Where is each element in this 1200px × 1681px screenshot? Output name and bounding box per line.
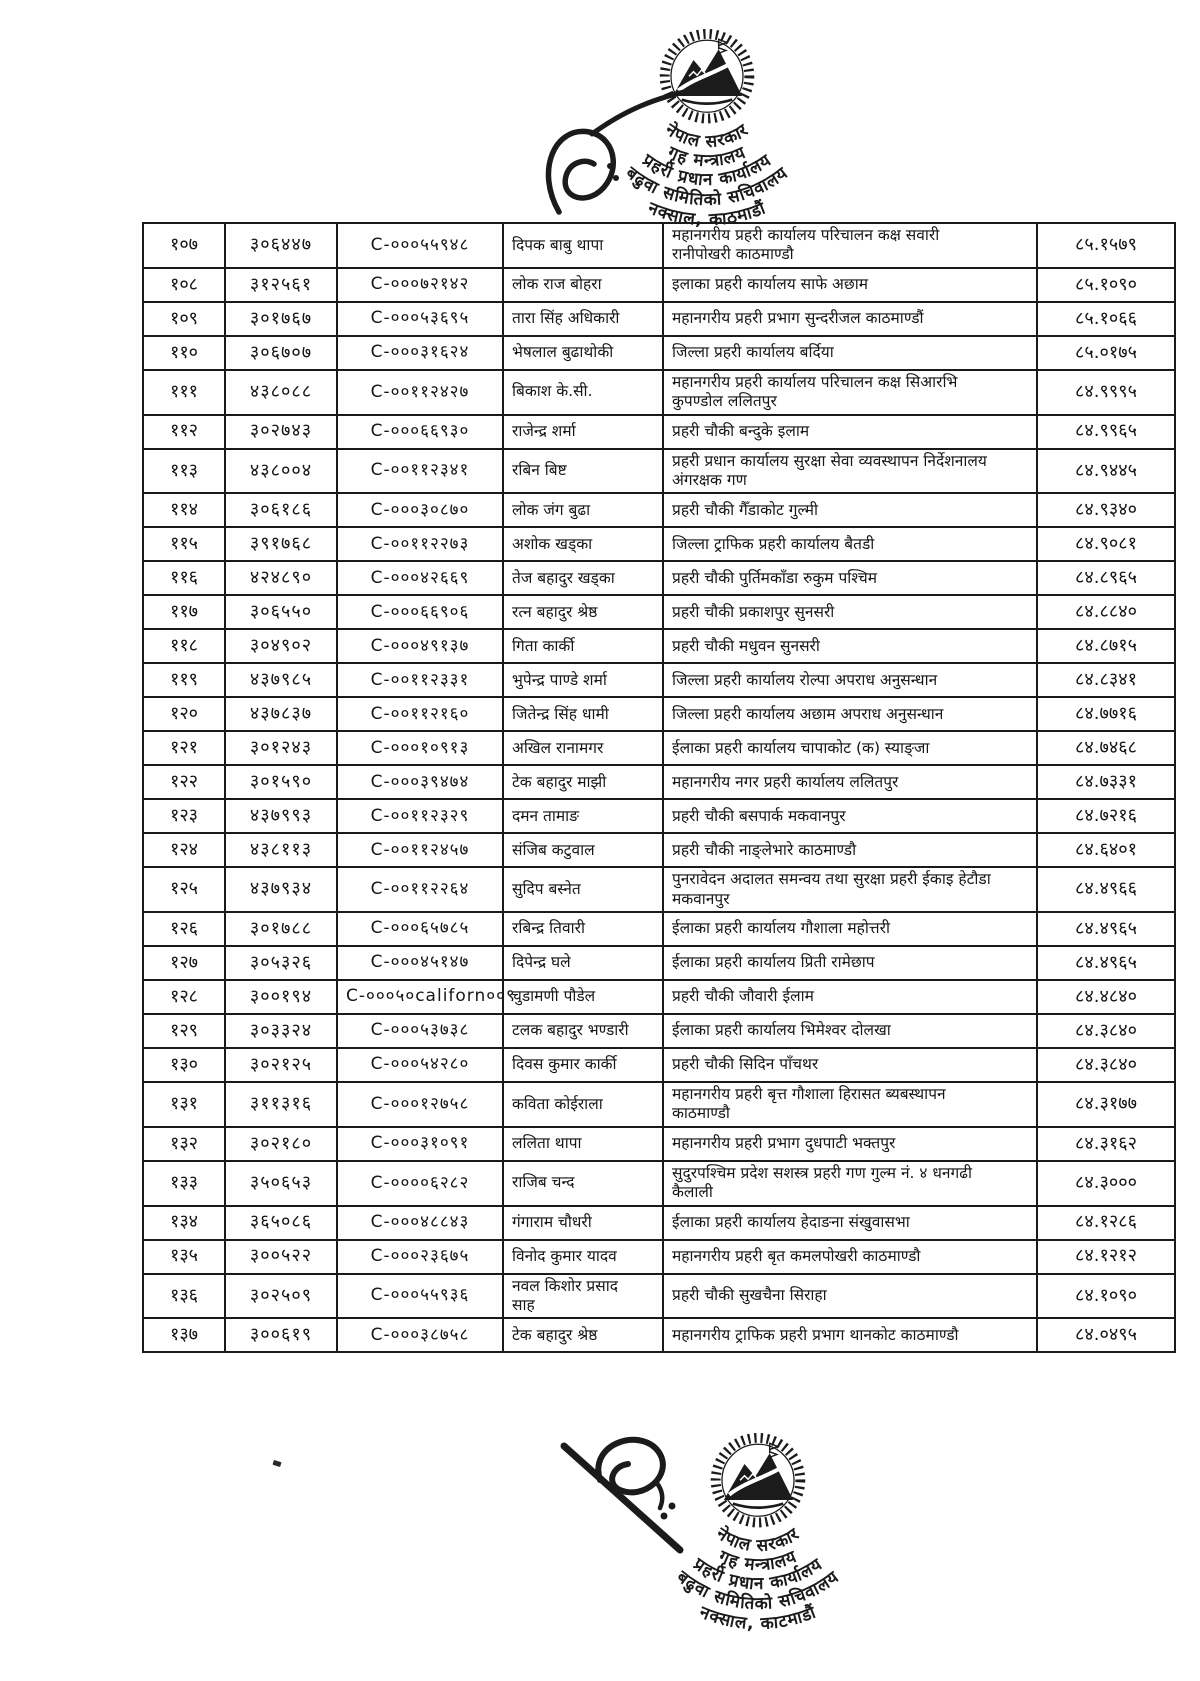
score-cell: ८४.१०९० (1037, 1274, 1175, 1319)
score-cell: ८४.८३४१ (1037, 663, 1175, 697)
code-number-cell: C-०००४२६६९ (337, 561, 503, 595)
table-row (143, 561, 1175, 595)
serial-number-cell: ११७ (143, 595, 225, 629)
seal-arc-text (621, 119, 792, 231)
serial-number-cell: १०८ (143, 268, 225, 302)
signature-icon (564, 1440, 680, 1550)
name-cell: चुडामणी पौडेल (503, 980, 663, 1014)
office-cell: प्रहरी चौकी सुखचैना सिराहा (663, 1274, 1037, 1319)
serial-number-cell: १०७ (143, 223, 225, 268)
name-cell: लोक राज बोहरा (503, 268, 663, 302)
serial-number-cell: १०९ (143, 302, 225, 336)
code-number-cell: C-०००५५९३६ (337, 1274, 503, 1319)
code-number-cell: C-००११२३२९ (337, 799, 503, 833)
table-row (143, 1014, 1175, 1048)
code-number-cell: C-०००५०californ००९ (337, 980, 503, 1014)
name-cell: टेक बहादुर माझी (503, 765, 663, 799)
office-cell: महानगरीय प्रहरी बृत कमलपोखरी काठमाण्डौ (663, 1240, 1037, 1274)
table-row (143, 980, 1175, 1014)
code-number-cell: C-००११२१६० (337, 697, 503, 731)
office-cell: प्रहरी चौकी जौवारी ईलाम (663, 980, 1037, 1014)
name-cell: रबिन्द्र तिवारी (503, 912, 663, 946)
name-cell: कविता कोईराला (503, 1082, 663, 1127)
office-cell: इलाका प्रहरी कार्यालय साफे अछाम (663, 268, 1037, 302)
police-number-cell: ३०२५०९ (225, 1274, 337, 1319)
svg-text:नक्साल, काठमाडौं: नक्साल, काठमाडौं (644, 198, 770, 231)
office-cell: महानगरीय प्रहरी प्रभाग दुधपाटी भक्तपुर (663, 1127, 1037, 1161)
table-row (143, 370, 1175, 415)
code-number-cell: C-०००३८७५८ (337, 1318, 503, 1352)
svg-text:बढुवा समितिको सचिवालय: बढुवा समितिको सचिवालय (672, 1567, 844, 1615)
svg-text:प्रहरी प्रधान कार्यालय: प्रहरी प्रधान कार्यालय (638, 150, 776, 191)
police-number-cell: ३०६४४७ (225, 223, 337, 268)
police-number-cell: ४३८११३ (225, 833, 337, 867)
office-cell: प्रहरी चौकी गैँडाकोट गुल्मी (663, 493, 1037, 527)
table-row (143, 1206, 1175, 1240)
table-row (143, 1127, 1175, 1161)
police-number-cell: ३०२१२५ (225, 1048, 337, 1082)
name-cell: जितेन्द्र सिंह धामी (503, 697, 663, 731)
code-number-cell: C-०००५३७३८ (337, 1014, 503, 1048)
name-cell: अशोक खड्का (503, 527, 663, 561)
police-number-cell: ३०१५९० (225, 765, 337, 799)
office-cell: जिल्ला ट्राफिक प्रहरी कार्यालय बैतडी (663, 527, 1037, 561)
police-number-cell: ४३७९३४ (225, 867, 337, 912)
code-number-cell: C-०००४८८४३ (337, 1206, 503, 1240)
table-row (143, 1240, 1175, 1274)
office-cell: प्रहरी चौकी बसपार्क मकवानपुर (663, 799, 1037, 833)
office-cell: ईलाका प्रहरी कार्यालय प्रिती रामेछाप (663, 946, 1037, 980)
score-cell: ८४.६४०१ (1037, 833, 1175, 867)
serial-number-cell: १२० (143, 697, 225, 731)
score-cell: ८४.०४९५ (1037, 1318, 1175, 1352)
score-cell: ८४.३१७७ (1037, 1082, 1175, 1127)
score-cell: ८४.३८४० (1037, 1048, 1175, 1082)
office-cell: महानगरीय प्रहरी कार्यालय परिचालन कक्ष सवारी रानीपोखरी काठमाण्डौ (663, 223, 1037, 268)
code-number-cell: C-०००२३६७५ (337, 1240, 503, 1274)
table-row (143, 765, 1175, 799)
name-cell: टलक बहादुर भण्डारी (503, 1014, 663, 1048)
name-cell: विनोद कुमार यादव (503, 1240, 663, 1274)
score-cell: ८५.१०६६ (1037, 302, 1175, 336)
code-number-cell: C-००००६२८२ (337, 1161, 503, 1206)
score-cell: ८४.९९६५ (1037, 415, 1175, 449)
name-cell: दिवस कुमार कार्की (503, 1048, 663, 1082)
name-cell: सुदिप बस्नेत (503, 867, 663, 912)
serial-number-cell: १३० (143, 1048, 225, 1082)
serial-number-cell: १३४ (143, 1206, 225, 1240)
serial-number-cell: १३७ (143, 1318, 225, 1352)
office-cell: जिल्ला प्रहरी कार्यालय बर्दिया (663, 336, 1037, 370)
serial-number-cell: १११ (143, 370, 225, 415)
office-cell: प्रहरी चौकी बन्दुके इलाम (663, 415, 1037, 449)
name-cell: अखिल रानामगर (503, 731, 663, 765)
serial-number-cell: १३५ (143, 1240, 225, 1274)
police-number-cell: ३१२५६१ (225, 268, 337, 302)
table-row (143, 493, 1175, 527)
nepal-emblem-icon (716, 1438, 801, 1523)
code-number-cell: C-००११२४२७ (337, 370, 503, 415)
code-number-cell: C-०००३९४७४ (337, 765, 503, 799)
office-cell: ईलाका प्रहरी कार्यालय भिमेश्वर दोलखा (663, 1014, 1037, 1048)
score-cell: ८४.९४४५ (1037, 449, 1175, 494)
score-cell: ८५.०१७५ (1037, 336, 1175, 370)
code-number-cell: C-००११२४५७ (337, 833, 503, 867)
score-cell: ८४.७७१६ (1037, 697, 1175, 731)
table-row (143, 946, 1175, 980)
police-number-cell: ४३७९९३ (225, 799, 337, 833)
svg-text:प्रहरी प्रधान कार्यालय: प्रहरी प्रधान कार्यालय (689, 1554, 827, 1595)
serial-number-cell: ११२ (143, 415, 225, 449)
office-cell: महानगरीय प्रहरी प्रभाग सुन्दरीजल काठमाण्डौं (663, 302, 1037, 336)
office-cell: महानगरीय ट्राफिक प्रहरी प्रभाग थानकोट काठमाण्डौ (663, 1318, 1037, 1352)
score-cell: ८४.४८४० (1037, 980, 1175, 1014)
police-number-cell: ३११३१६ (225, 1082, 337, 1127)
name-cell: बिकाश के.सी. (503, 370, 663, 415)
svg-text:नेपाल सरकार: नेपाल सरकार (661, 119, 753, 153)
police-number-cell: ३००१९४ (225, 980, 337, 1014)
table-row (143, 833, 1175, 867)
svg-text:नक्साल, काटमाडौं: नक्साल, काटमाडौं (696, 1602, 820, 1635)
score-cell: ८४.९९९५ (1037, 370, 1175, 415)
svg-text:बढुवा समितिको सचिवालय: बढुवा समितिको सचिवालय (621, 163, 793, 211)
score-cell: ८४.७३३१ (1037, 765, 1175, 799)
police-number-cell: ३६५०८६ (225, 1206, 337, 1240)
serial-number-cell: १२१ (143, 731, 225, 765)
score-cell: ८४.४९६५ (1037, 912, 1175, 946)
serial-number-cell: ११९ (143, 663, 225, 697)
score-cell: ८४.८९६५ (1037, 561, 1175, 595)
serial-number-cell: ११० (143, 336, 225, 370)
table-row (143, 1318, 1175, 1352)
police-number-cell: ३०५३२६ (225, 946, 337, 980)
serial-number-cell: ११८ (143, 629, 225, 663)
name-cell: लोक जंग बुढा (503, 493, 663, 527)
police-number-cell: ३९१७६८ (225, 527, 337, 561)
code-number-cell: C-०००३१६२४ (337, 336, 503, 370)
scan-speck (272, 1460, 281, 1467)
seal-arc-text (672, 1523, 843, 1635)
code-number-cell: C-०००६६९०६ (337, 595, 503, 629)
name-cell: तेज बहादुर खड्का (503, 561, 663, 595)
office-cell: प्रहरी चौकी पुर्तिमकाँडा रुकुम पश्चिम (663, 561, 1037, 595)
table-row (143, 302, 1175, 336)
office-cell: जिल्ला प्रहरी कार्यालय रोल्पा अपराध अनुसन्धान (663, 663, 1037, 697)
name-cell: ललिता थापा (503, 1127, 663, 1161)
government-seal-top (497, 14, 917, 253)
office-cell: प्रहरी चौकी नाङ्लेभारे काठमाण्डौ (663, 833, 1037, 867)
office-cell: प्रहरी प्रधान कार्यालय सुरक्षा सेवा व्यवस्थापन निर्देशनालय अंगरक्षक गण (663, 449, 1037, 494)
code-number-cell: C-०००४९१३७ (337, 629, 503, 663)
government-seal-bottom (548, 1418, 968, 1662)
code-number-cell: C-०००५३६९५ (337, 302, 503, 336)
police-number-cell: ४३८००४ (225, 449, 337, 494)
code-number-cell: C-०००३१०९१ (337, 1127, 503, 1161)
score-cell: ८४.१२१२ (1037, 1240, 1175, 1274)
table-row (143, 268, 1175, 302)
police-number-cell: ३०६५५० (225, 595, 337, 629)
police-number-cell: ३०२७४३ (225, 415, 337, 449)
code-number-cell: C-०००१०९१३ (337, 731, 503, 765)
score-cell: ८४.९०८१ (1037, 527, 1175, 561)
name-cell: संजिब कटुवाल (503, 833, 663, 867)
table-row (143, 449, 1175, 494)
police-number-cell: ३०१२४३ (225, 731, 337, 765)
table-body (143, 223, 1175, 1352)
table-row (143, 663, 1175, 697)
code-number-cell: C-०००१२७५८ (337, 1082, 503, 1127)
serial-number-cell: १३१ (143, 1082, 225, 1127)
office-cell: ईलाका प्रहरी कार्यालय हेदाङना संखुवासभा (663, 1206, 1037, 1240)
table-row (143, 415, 1175, 449)
police-number-cell: ४३७८३७ (225, 697, 337, 731)
serial-number-cell: १२७ (143, 946, 225, 980)
police-number-cell: ३००६१९ (225, 1318, 337, 1352)
serial-number-cell: ११६ (143, 561, 225, 595)
table-row (143, 336, 1175, 370)
table-row (143, 1161, 1175, 1206)
serial-number-cell: १२२ (143, 765, 225, 799)
score-cell: ८४.८७१५ (1037, 629, 1175, 663)
serial-number-cell: ११५ (143, 527, 225, 561)
police-number-cell: ३०६१८६ (225, 493, 337, 527)
office-cell: पुनरावेदन अदालत समन्वय तथा सुरक्षा प्रहरी ईकाइ हेटौडा मकवानपुर (663, 867, 1037, 912)
office-cell: महानगरीय प्रहरी कार्यालय परिचालन कक्ष सिआरभि कुपण्डोल ललितपुर (663, 370, 1037, 415)
table-row (143, 697, 1175, 731)
score-cell: ८४.७४६८ (1037, 731, 1175, 765)
score-cell: ८५.१५७९ (1037, 223, 1175, 268)
police-number-cell: ३५०६५३ (225, 1161, 337, 1206)
name-cell: तारा सिंह अधिकारी (503, 302, 663, 336)
serial-number-cell: १३६ (143, 1274, 225, 1319)
code-number-cell: C-०००४५१४७ (337, 946, 503, 980)
table-row (143, 629, 1175, 663)
score-cell: ८४.१२८६ (1037, 1206, 1175, 1240)
name-cell: भुपेन्द्र पाण्डे शर्मा (503, 663, 663, 697)
code-number-cell: C-००११२२७३ (337, 527, 503, 561)
name-cell: भेषलाल बुढाथोकी (503, 336, 663, 370)
svg-text:नेपाल सरकार: नेपाल सरकार (712, 1523, 804, 1557)
serial-number-cell: १२४ (143, 833, 225, 867)
police-number-cell: ४२४८९० (225, 561, 337, 595)
score-cell: ८५.१०९० (1037, 268, 1175, 302)
office-cell: ईलाका प्रहरी कार्यालय गौशाला महोत्तरी (663, 912, 1037, 946)
table-row (143, 799, 1175, 833)
police-number-cell: ३०१७६७ (225, 302, 337, 336)
table-row (143, 1274, 1175, 1319)
code-number-cell: C-००११२३४१ (337, 449, 503, 494)
serial-number-cell: ११३ (143, 449, 225, 494)
score-cell: ८४.७२१६ (1037, 799, 1175, 833)
table-row (143, 731, 1175, 765)
name-cell: दिपेन्द्र घले (503, 946, 663, 980)
table-row (143, 595, 1175, 629)
score-cell: ८४.३८४० (1037, 1014, 1175, 1048)
police-number-cell: ३०४९०२ (225, 629, 337, 663)
nepal-emblem-icon (665, 34, 750, 119)
score-cell: ८४.९३४० (1037, 493, 1175, 527)
name-cell: रत्न बहादुर श्रेष्ठ (503, 595, 663, 629)
table-row (143, 527, 1175, 561)
name-cell: टेक बहादुर श्रेष्ठ (503, 1318, 663, 1352)
name-cell: दमन तामाङ (503, 799, 663, 833)
name-cell: नवल किशोर प्रसाद साह (503, 1274, 663, 1319)
code-number-cell: C-००११२२६४ (337, 867, 503, 912)
name-cell: गंगाराम चौधरी (503, 1206, 663, 1240)
office-cell: प्रहरी चौकी सिदिन पाँचथर (663, 1048, 1037, 1082)
name-cell: राजेन्द्र शर्मा (503, 415, 663, 449)
code-number-cell: C-०००७२१४२ (337, 268, 503, 302)
office-cell: प्रहरी चौकी मधुवन सुनसरी (663, 629, 1037, 663)
office-cell: जिल्ला प्रहरी कार्यालय अछाम अपराध अनुसन्धान (663, 697, 1037, 731)
office-cell: सुदुरपश्चिम प्रदेश सशस्त्र प्रहरी गण गुल्म नं. ४ धनगढी कैलाली (663, 1161, 1037, 1206)
police-number-cell: ४३८०८८ (225, 370, 337, 415)
serial-number-cell: १२३ (143, 799, 225, 833)
promotion-results-table (142, 222, 1176, 1353)
serial-number-cell: ११४ (143, 493, 225, 527)
table-row (143, 1082, 1175, 1127)
serial-number-cell: १३३ (143, 1161, 225, 1206)
office-cell: ईलाका प्रहरी कार्यालय चापाकोट (क) स्याङ्जा (663, 731, 1037, 765)
score-cell: ८४.४९६५ (1037, 946, 1175, 980)
svg-text:गृह मन्त्रालय: गृह मन्त्रालय (664, 142, 750, 172)
police-number-cell: ३०१७८८ (225, 912, 337, 946)
name-cell: राजिब चन्द (503, 1161, 663, 1206)
code-number-cell: C-०००५५९४८ (337, 223, 503, 268)
code-number-cell: C-०००६५७८५ (337, 912, 503, 946)
office-cell: महानगरीय नगर प्रहरी कार्यालय ललितपुर (663, 765, 1037, 799)
score-cell: ८४.३००० (1037, 1161, 1175, 1206)
serial-number-cell: १२९ (143, 1014, 225, 1048)
score-cell: ८४.८८४० (1037, 595, 1175, 629)
score-cell: ८४.३१६२ (1037, 1127, 1175, 1161)
code-number-cell: C-०००६६९३० (337, 415, 503, 449)
table-row (143, 912, 1175, 946)
office-cell: महानगरीय प्रहरी बृत्त गौशाला हिरासत ब्यबस्थापन काठमाण्डौ (663, 1082, 1037, 1127)
score-cell: ८४.४९६६ (1037, 867, 1175, 912)
police-number-cell: ४३७९८५ (225, 663, 337, 697)
office-cell: प्रहरी चौकी प्रकाशपुर सुनसरी (663, 595, 1037, 629)
name-cell: गिता कार्की (503, 629, 663, 663)
police-number-cell: ३०६७०७ (225, 336, 337, 370)
serial-number-cell: १३२ (143, 1127, 225, 1161)
police-number-cell: ३०२१८० (225, 1127, 337, 1161)
name-cell: रबिन बिष्ट (503, 449, 663, 494)
code-number-cell: C-०००३०८७० (337, 493, 503, 527)
svg-text:गृह मन्त्रालय: गृह मन्त्रालय (715, 1546, 801, 1576)
code-number-cell: C-००११२३३१ (337, 663, 503, 697)
serial-number-cell: १२५ (143, 867, 225, 912)
table-row (143, 867, 1175, 912)
serial-number-cell: १२६ (143, 912, 225, 946)
signature-icon (548, 90, 693, 212)
serial-number-cell: १२८ (143, 980, 225, 1014)
police-number-cell: ३००५२२ (225, 1240, 337, 1274)
name-cell: दिपक बाबु थापा (503, 223, 663, 268)
table-row (143, 1048, 1175, 1082)
code-number-cell: C-०००५४२८० (337, 1048, 503, 1082)
table-row (143, 223, 1175, 268)
police-number-cell: ३०३३२४ (225, 1014, 337, 1048)
